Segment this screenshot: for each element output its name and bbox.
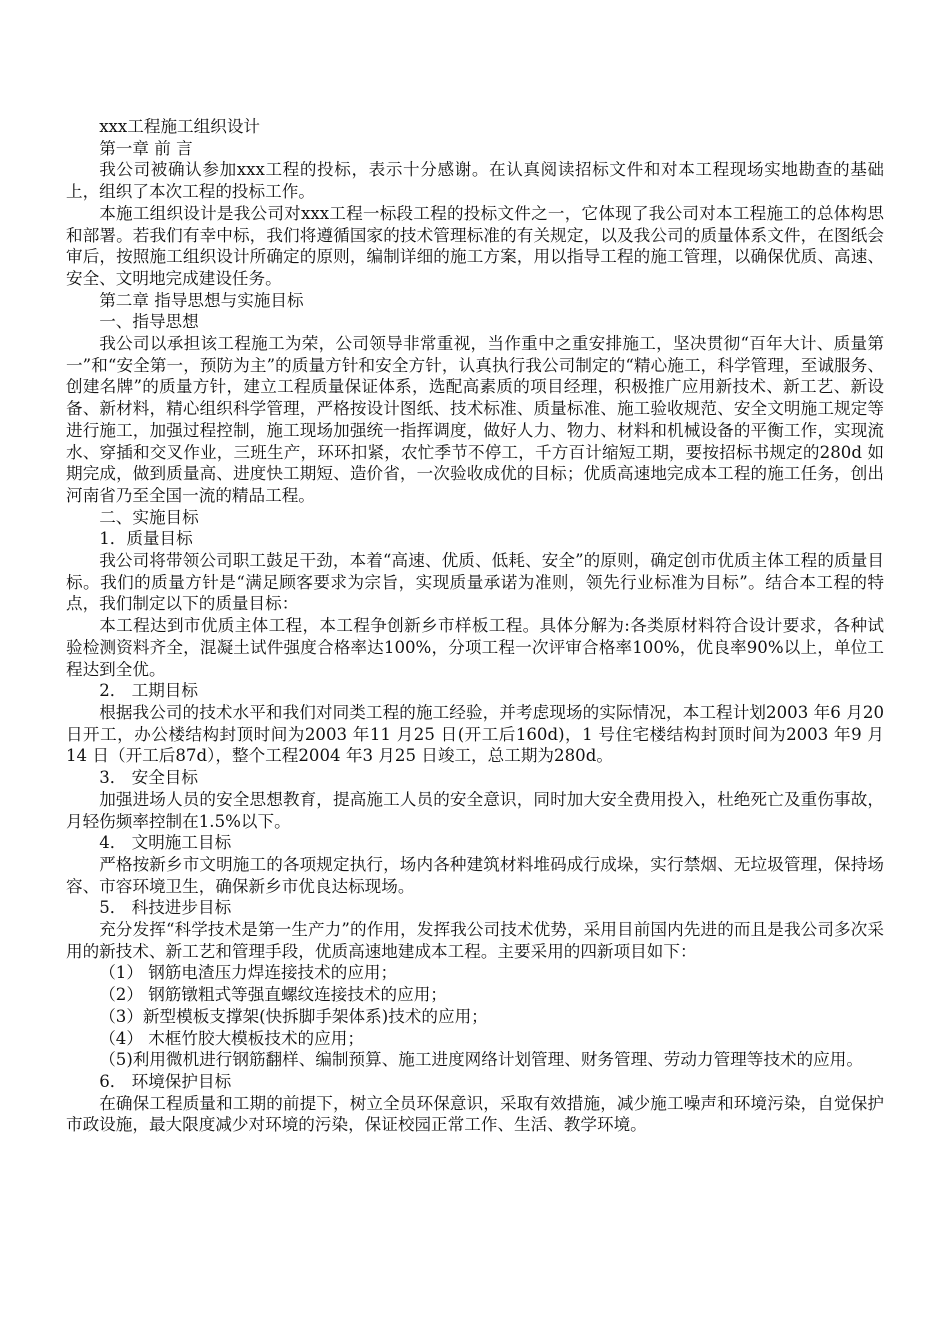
subsection-heading: 1．质量目标 <box>99 529 193 549</box>
list-item: （4） 木框竹胶大模板技术的应用； <box>99 1028 364 1048</box>
document-title: xxx工程施工组织设计 <box>99 117 261 136</box>
paragraph: 充分发挥“科学技术是第一生产力”的作用，发挥我公司技术优势，采用目前国内先进的而且是我公司多次采用的新技术、新工艺和管理手段，优质高速地建成本工程。主要采用的四新项目如下： <box>66 920 884 961</box>
paragraph: 加强进场人员的安全思想教育，提高施工人员的安全意识，同时加大安全费用投入，杜绝死亡及重伤事故，月轻伤频率控制在1.5%以下。 <box>66 789 884 831</box>
list-item: （3）新型模板支撑架(快拆脚手架体系)技术的应用； <box>99 1006 488 1026</box>
subsection-heading: 2． 工期目标 <box>99 681 198 701</box>
section-heading: 二、实施目标 <box>99 507 199 527</box>
subsection-heading: 5． 科技进步目标 <box>99 898 232 918</box>
document-page <box>66 116 884 1136</box>
paragraph: 我公司以承担该工程施工为荣，公司领导非常重视，当作重中之重安排施工，坚决贯彻“百年大计、质量第一”和“安全第一，预防为主”的质量方针和安全方针，认真执行我公司制定的“精心施工，科学管理，至诚服务、创建名牌”的质量方针，建立工程质量保证体系，选配高素质的项目经理，积极推广应用新技术、新工艺、新设备、新材料，精心组织科学管理，严格按设计图纸、技术标准、质量标准、施工验收规范、安全文明施工规定等进行施工，加强过程控制，施工现场加强统一指挥调度，做好人力、物力、材料和机械设备的平衡工作，实现流水、穿插和交叉作业，三班生产，环环扣紧，农忙季节不停工，千方百计缩短工期，要按招标书规定的280d 如期完成，做到质量高、进度快工期短、造价省，一次验收成优的目标；优质高速地完成本工程的施工任务，创出河南省乃至全国一流的精品工程。 <box>66 334 884 505</box>
section-heading: 一、指导思想 <box>99 312 199 332</box>
paragraph: 我公司将带领公司职工鼓足干劲，本着“高速、优质、低耗、安全”的原则，确定创市优质主体工程的质量目标。我们的质量方针是“满足顾客要求为宗旨，实现质量承诺为准则，领先行业标准为目标”。结合本工程的特点，我们制定以下的质量目标： <box>66 551 884 614</box>
paragraph: 本施工组织设计是我公司对xxx工程一标段工程的投标文件之一，它体现了我公司对本工程施工的总体构思和部署。若我们有幸中标，我们将遵循国家的技术管理标准的有关规定，以及我公司的质量体系文件，在图纸会审后，按照施工组织设计所确定的原则，编制详细的施工方案，用以指导工程的施工管理，以确保优质、高速、安全、文明地完成建设任务。 <box>66 203 884 288</box>
list-item: （5)利用微机进行钢筋翻样、编制预算、施工进度网络计划管理、财务管理、劳动力管理等技术的应用。 <box>99 1050 863 1070</box>
paragraph: 根据我公司的技术水平和我们对同类工程的施工经验，并考虑现场的实际情况，本工程计划2003 年6 月20 日开工，办公楼结构封顶时间为2003 年11 月25 日(开工后160d)，1 号住宅楼结构封顶时间为2003 年9 月14 日（开工后87d），整个工程2004 年3 月25 日竣工，总工期为280d。 <box>66 702 884 766</box>
chapter-2-heading: 第二章 指导思想与实施目标 <box>99 290 304 310</box>
paragraph: 本工程达到市优质主体工程，本工程争创新乡市样板工程。具体分解为:各类原材料符合设计要求，各种试验检测资料齐全，混凝土试件强度合格率达100%，分项工程一次评审合格率100%，优良率90%以上，单位工程达到全优。 <box>66 616 884 679</box>
chapter-1-heading: 第一章 前 言 <box>99 138 193 158</box>
paragraph: 严格按新乡市文明施工的各项规定执行，场内各种建筑材料堆码成行成垛，实行禁烟、无垃圾管理，保持场容、市容环境卫生，确保新乡市优良达标现场。 <box>66 854 884 896</box>
subsection-heading: 3． 安全目标 <box>99 768 198 788</box>
list-item: （1） 钢筋电渣压力焊连接技术的应用； <box>99 963 398 983</box>
subsection-heading: 4． 文明施工目标 <box>99 833 232 853</box>
paragraph: 我公司被确认参加xxx工程的投标，表示十分感谢。在认真阅读招标文件和对本工程现场实地勘查的基础上，组织了本次工程的投标工作。 <box>66 160 884 202</box>
list-item: （2） 钢筋镦粗式等强直螺纹连接技术的应用； <box>99 985 447 1005</box>
subsection-heading: 6． 环境保护目标 <box>99 1071 232 1091</box>
paragraph: 在确保工程质量和工期的前提下，树立全员环保意识，采取有效措施，减少施工噪声和环境污染，自觉保护市政设施，最大限度减少对环境的污染，保证校园正常工作、生活、教学环境。 <box>66 1093 884 1135</box>
